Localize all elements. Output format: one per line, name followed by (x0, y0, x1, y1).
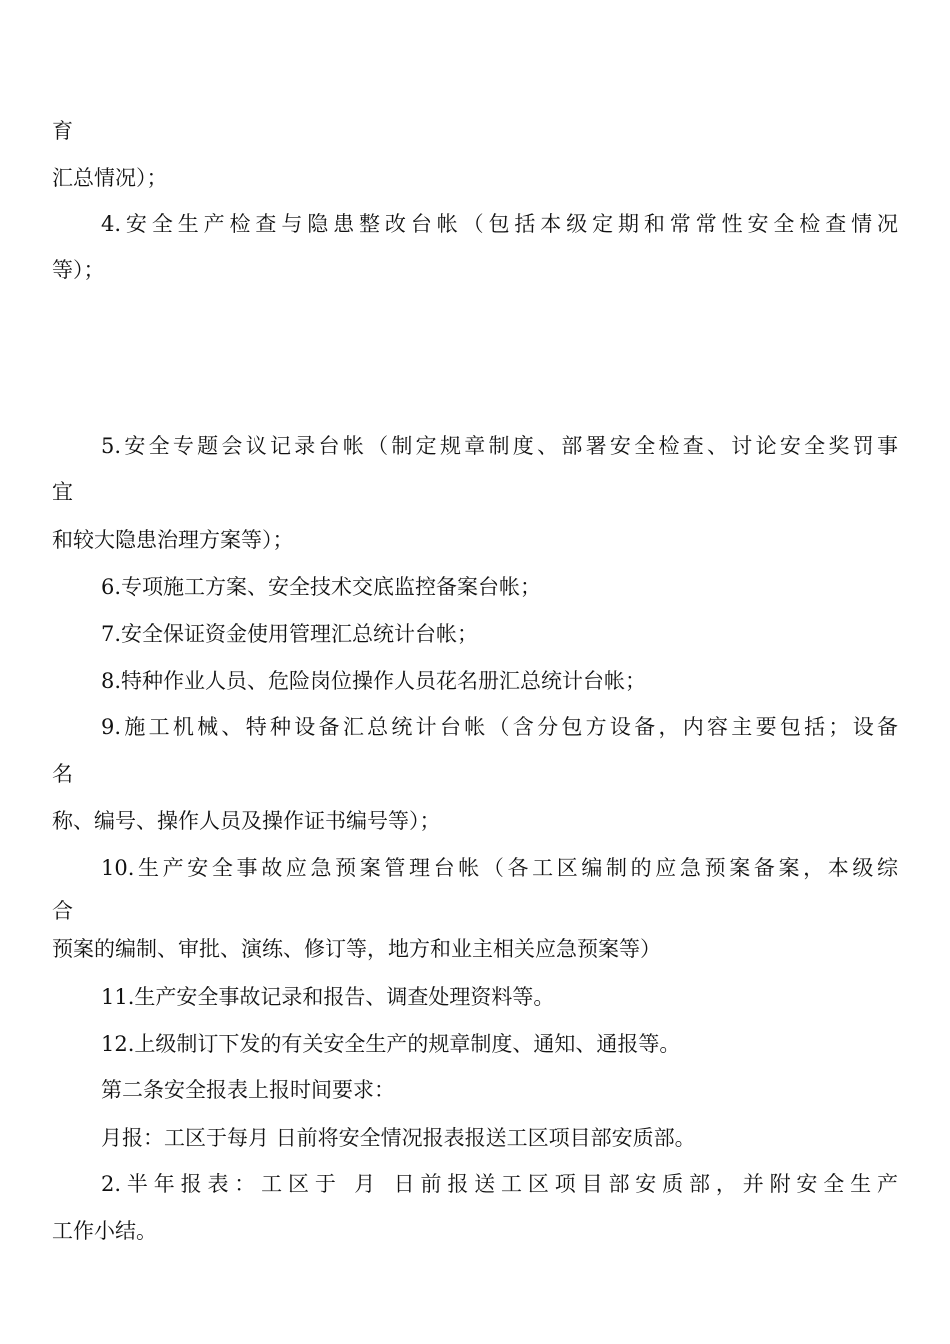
text-line: 9.施工机械、特种设备汇总统计台帐（含分包方设备，内容主要包括；设备 (101, 715, 898, 739)
text-line: 8.特种作业人员、危险岗位操作人员花名册汇总统计台帐； (101, 669, 647, 693)
text-line: 6.专项施工方案、安全技术交底监控备案台帐； (101, 575, 542, 599)
text-line: 12.上级制订下发的有关安全生产的规章制度、通知、通报等。 (101, 1032, 681, 1056)
text-line: 预案的编制、审批、演练、修订等，地方和业主相关应急预案等） (52, 937, 661, 961)
text-line: 10.生产安全事故应急预案管理台帐（各工区编制的应急预案备案，本级综 (101, 856, 898, 880)
text-line: 11.生产安全事故记录和报告、调查处理资料等。 (101, 985, 555, 1009)
text-line: 7.安全保证资金使用管理汇总统计台帐； (101, 622, 479, 646)
text-line: 育 (52, 119, 73, 143)
text-line: 汇总情况）； (52, 166, 168, 190)
text-line: 等）； (52, 258, 105, 282)
text-line: 称、编号、操作人员及操作证书编号等）； (52, 809, 441, 833)
text-line: 宜 (52, 480, 73, 504)
text-line: 2.半年报表：工区于 月 日前报送工区项目部安质部，并附安全生产 (101, 1172, 898, 1196)
text-line: 工作小结。 (52, 1219, 157, 1243)
text-line: 合 (52, 899, 73, 923)
text-line: 第二条安全报表上报时间要求： (101, 1078, 395, 1102)
text-line: 名 (52, 762, 73, 786)
text-line: 月报：工区于每月 日前将安全情况报表报送工区项目部安质部。 (101, 1126, 696, 1150)
text-line: 5.安全专题会议记录台帐（制定规章制度、部署安全检查、讨论安全奖罚事 (101, 434, 898, 458)
text-line: 4.安全生产检查与隐患整改台帐（包括本级定期和常常性安全检查情况 (101, 212, 898, 236)
text-line: 和较大隐患治理方案等）； (52, 528, 294, 552)
